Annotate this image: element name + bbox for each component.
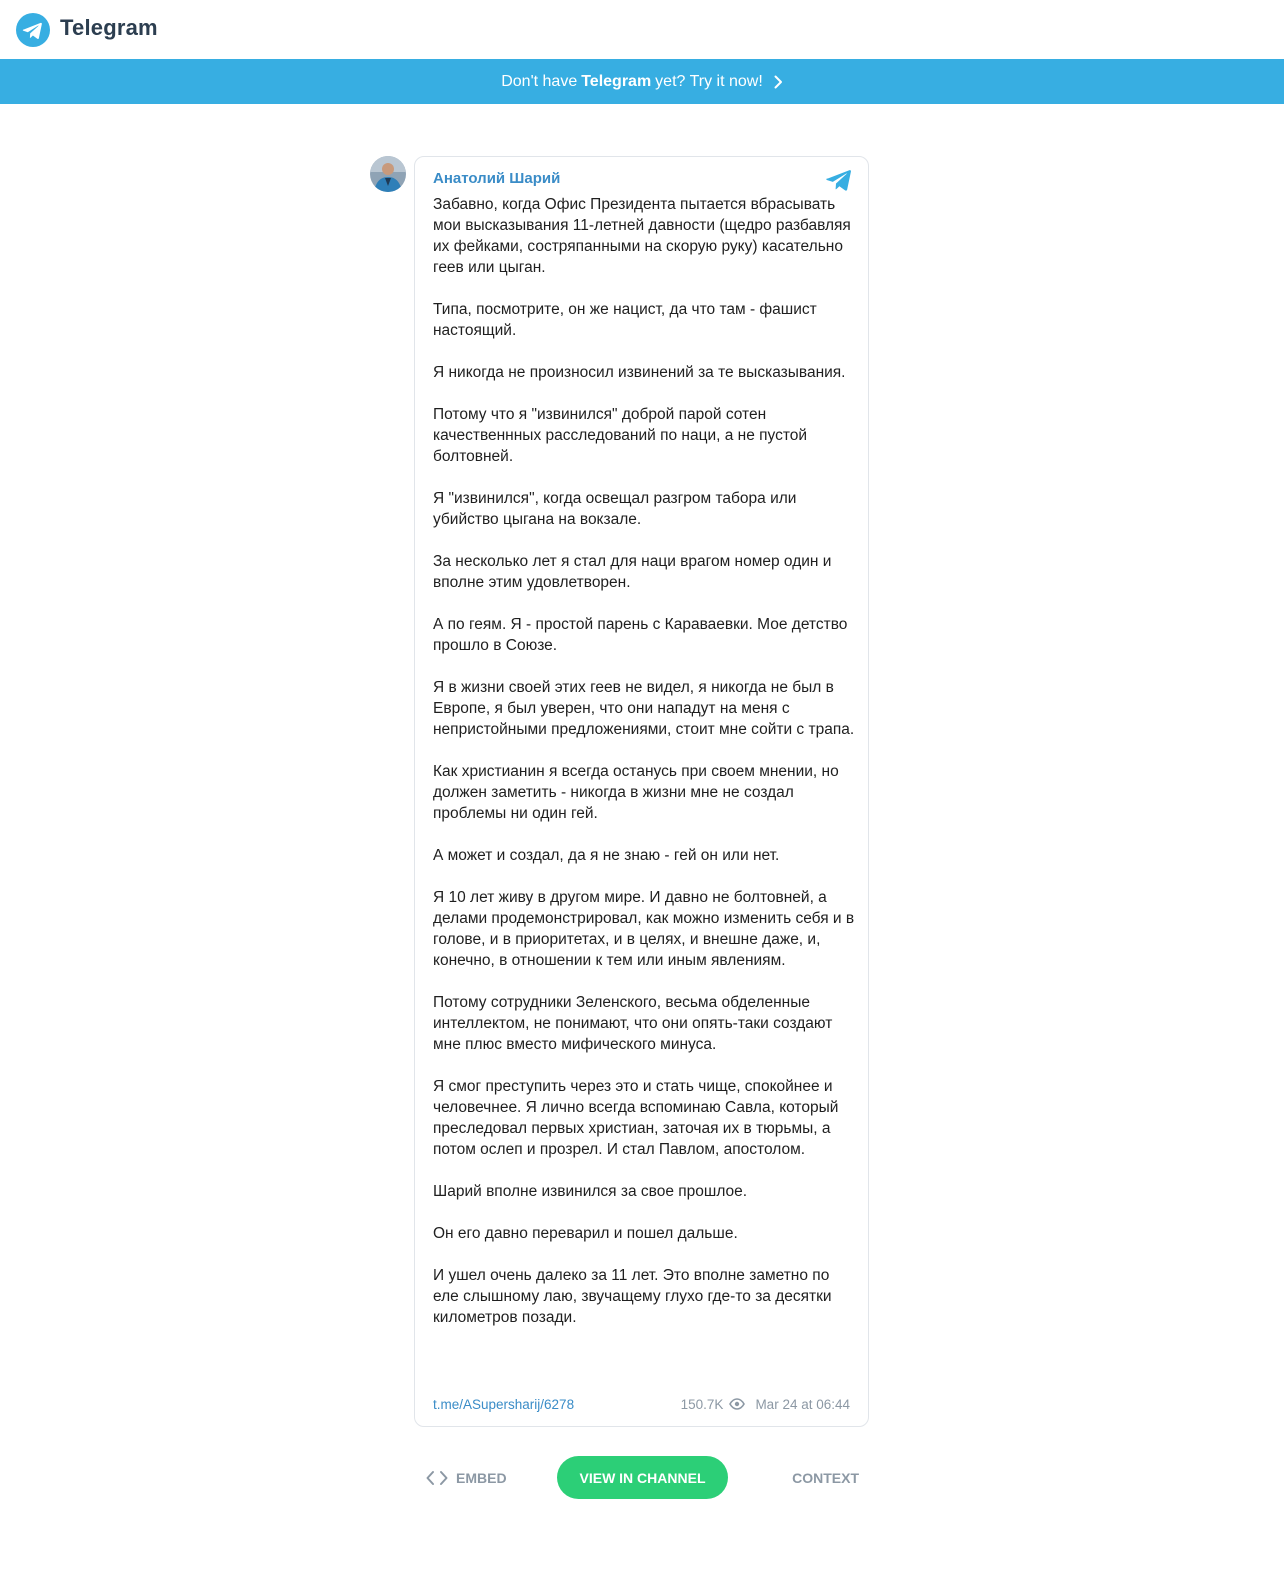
message-footer [433,1394,850,1414]
paragraph: Я смог преступить через это и стать чище, спокойнее и человечнее. Я лично всегда вспоминаю Савла, который преследовал первых христиан, заточая их в тюрьмы, а потом ослеп и прозрел. И стал Павлом, апостолом. [433,1078,839,1158]
telegram-logo-icon[interactable] [16,13,50,47]
embed-label: EMBED [456,1470,507,1486]
paragraph: Он его давно переварил и пошел дальше. [433,1225,738,1242]
post-date[interactable]: Mar 24 at 06:44 [755,1396,850,1412]
channel-avatar[interactable] [370,156,406,192]
download-banner[interactable] [0,59,1284,104]
post-link[interactable]: t.me/ASupersharij/6278 [433,1396,575,1412]
paragraph: Я никогда не произносил извинений за те высказывания. [433,364,846,381]
paragraph: Потому что я "извинился" доброй парой сотен качественнных расследований по наци, а не пустой болтовней. [433,406,808,465]
code-icon [426,1470,448,1486]
paragraph: Я "извинился", когда освещал разгром табора или убийство цыгана на вокзале. [433,490,797,528]
action-bar [414,1456,869,1500]
paragraph: Я в жизни своей этих геев не видел, я никогда не был в Европе, я был уверен, что они нападут на меня с непристойными предложениями, стоит мне сойти с трапа. [433,679,855,738]
paragraph: Потому сотрудники Зеленского, весьма обделенные интеллектом, не понимают, что они опять-таки создают мне плюс вместо мифического минуса. [433,994,833,1053]
banner-suffix: yet? Try it now! [655,72,763,90]
paragraph: А может и создал, да я не знаю - гей он или нет. [433,847,780,864]
paragraph: Типа, посмотрите, он же нацист, да что там - фашист настоящий. [433,301,817,339]
chevron-right-icon [773,75,783,89]
paragraph: А по геям. Я - простой парень с Караваевки. Мое детство прошло в Союзе. [433,616,848,654]
eye-icon [729,1398,745,1410]
paragraph: Как христианин я всегда останусь при своем мнении, но должен заметить - никогда в жизни мне не создал проблемы ни один гей. [433,763,839,822]
view-count: 150.7K [680,1396,724,1412]
paragraph: Шарий вполне извинился за свое прошлое. [433,1183,748,1200]
message-bubble [414,156,869,1427]
author-name[interactable]: Анатолий Шарий [433,170,561,187]
top-header [0,0,1284,59]
message-text [433,194,858,1328]
embed-button[interactable] [426,1456,507,1500]
paragraph: За несколько лет я стал для наци врагом номер один и вполне этим удовлетворен. [433,553,832,591]
banner-prefix: Don't have [501,72,578,90]
avatar-image [370,156,406,192]
context-button[interactable]: CONTEXT [792,1470,859,1486]
paragraph: И ушел очень далеко за 11 лет. Это вполне заметно по еле слышному лаю, звучащему глухо где-то за десятки километров позади. [433,1267,832,1326]
telegram-logo-text[interactable]: Telegram [60,15,158,40]
message-meta [681,1397,850,1412]
paragraph: Я 10 лет живу в другом мире. И давно не болтовней, а делами продемонстрировал, как можно изменить себя и в голове, и в приоритетах, и в целях, и внешне даже, и, конечно, в отношении к тем или иным явлениям. [433,889,855,969]
banner-brand: Telegram [581,72,652,90]
telegram-icon [826,169,852,191]
view-in-channel-button[interactable]: VIEW IN CHANNEL [557,1456,728,1499]
paragraph: Забавно, когда Офис Президента пытается вбрасывать мои высказывания 11-летней давности (щедро разбавляя их фейками, состряпанными на скорую руку) касательно геев или цыган. [433,196,851,276]
